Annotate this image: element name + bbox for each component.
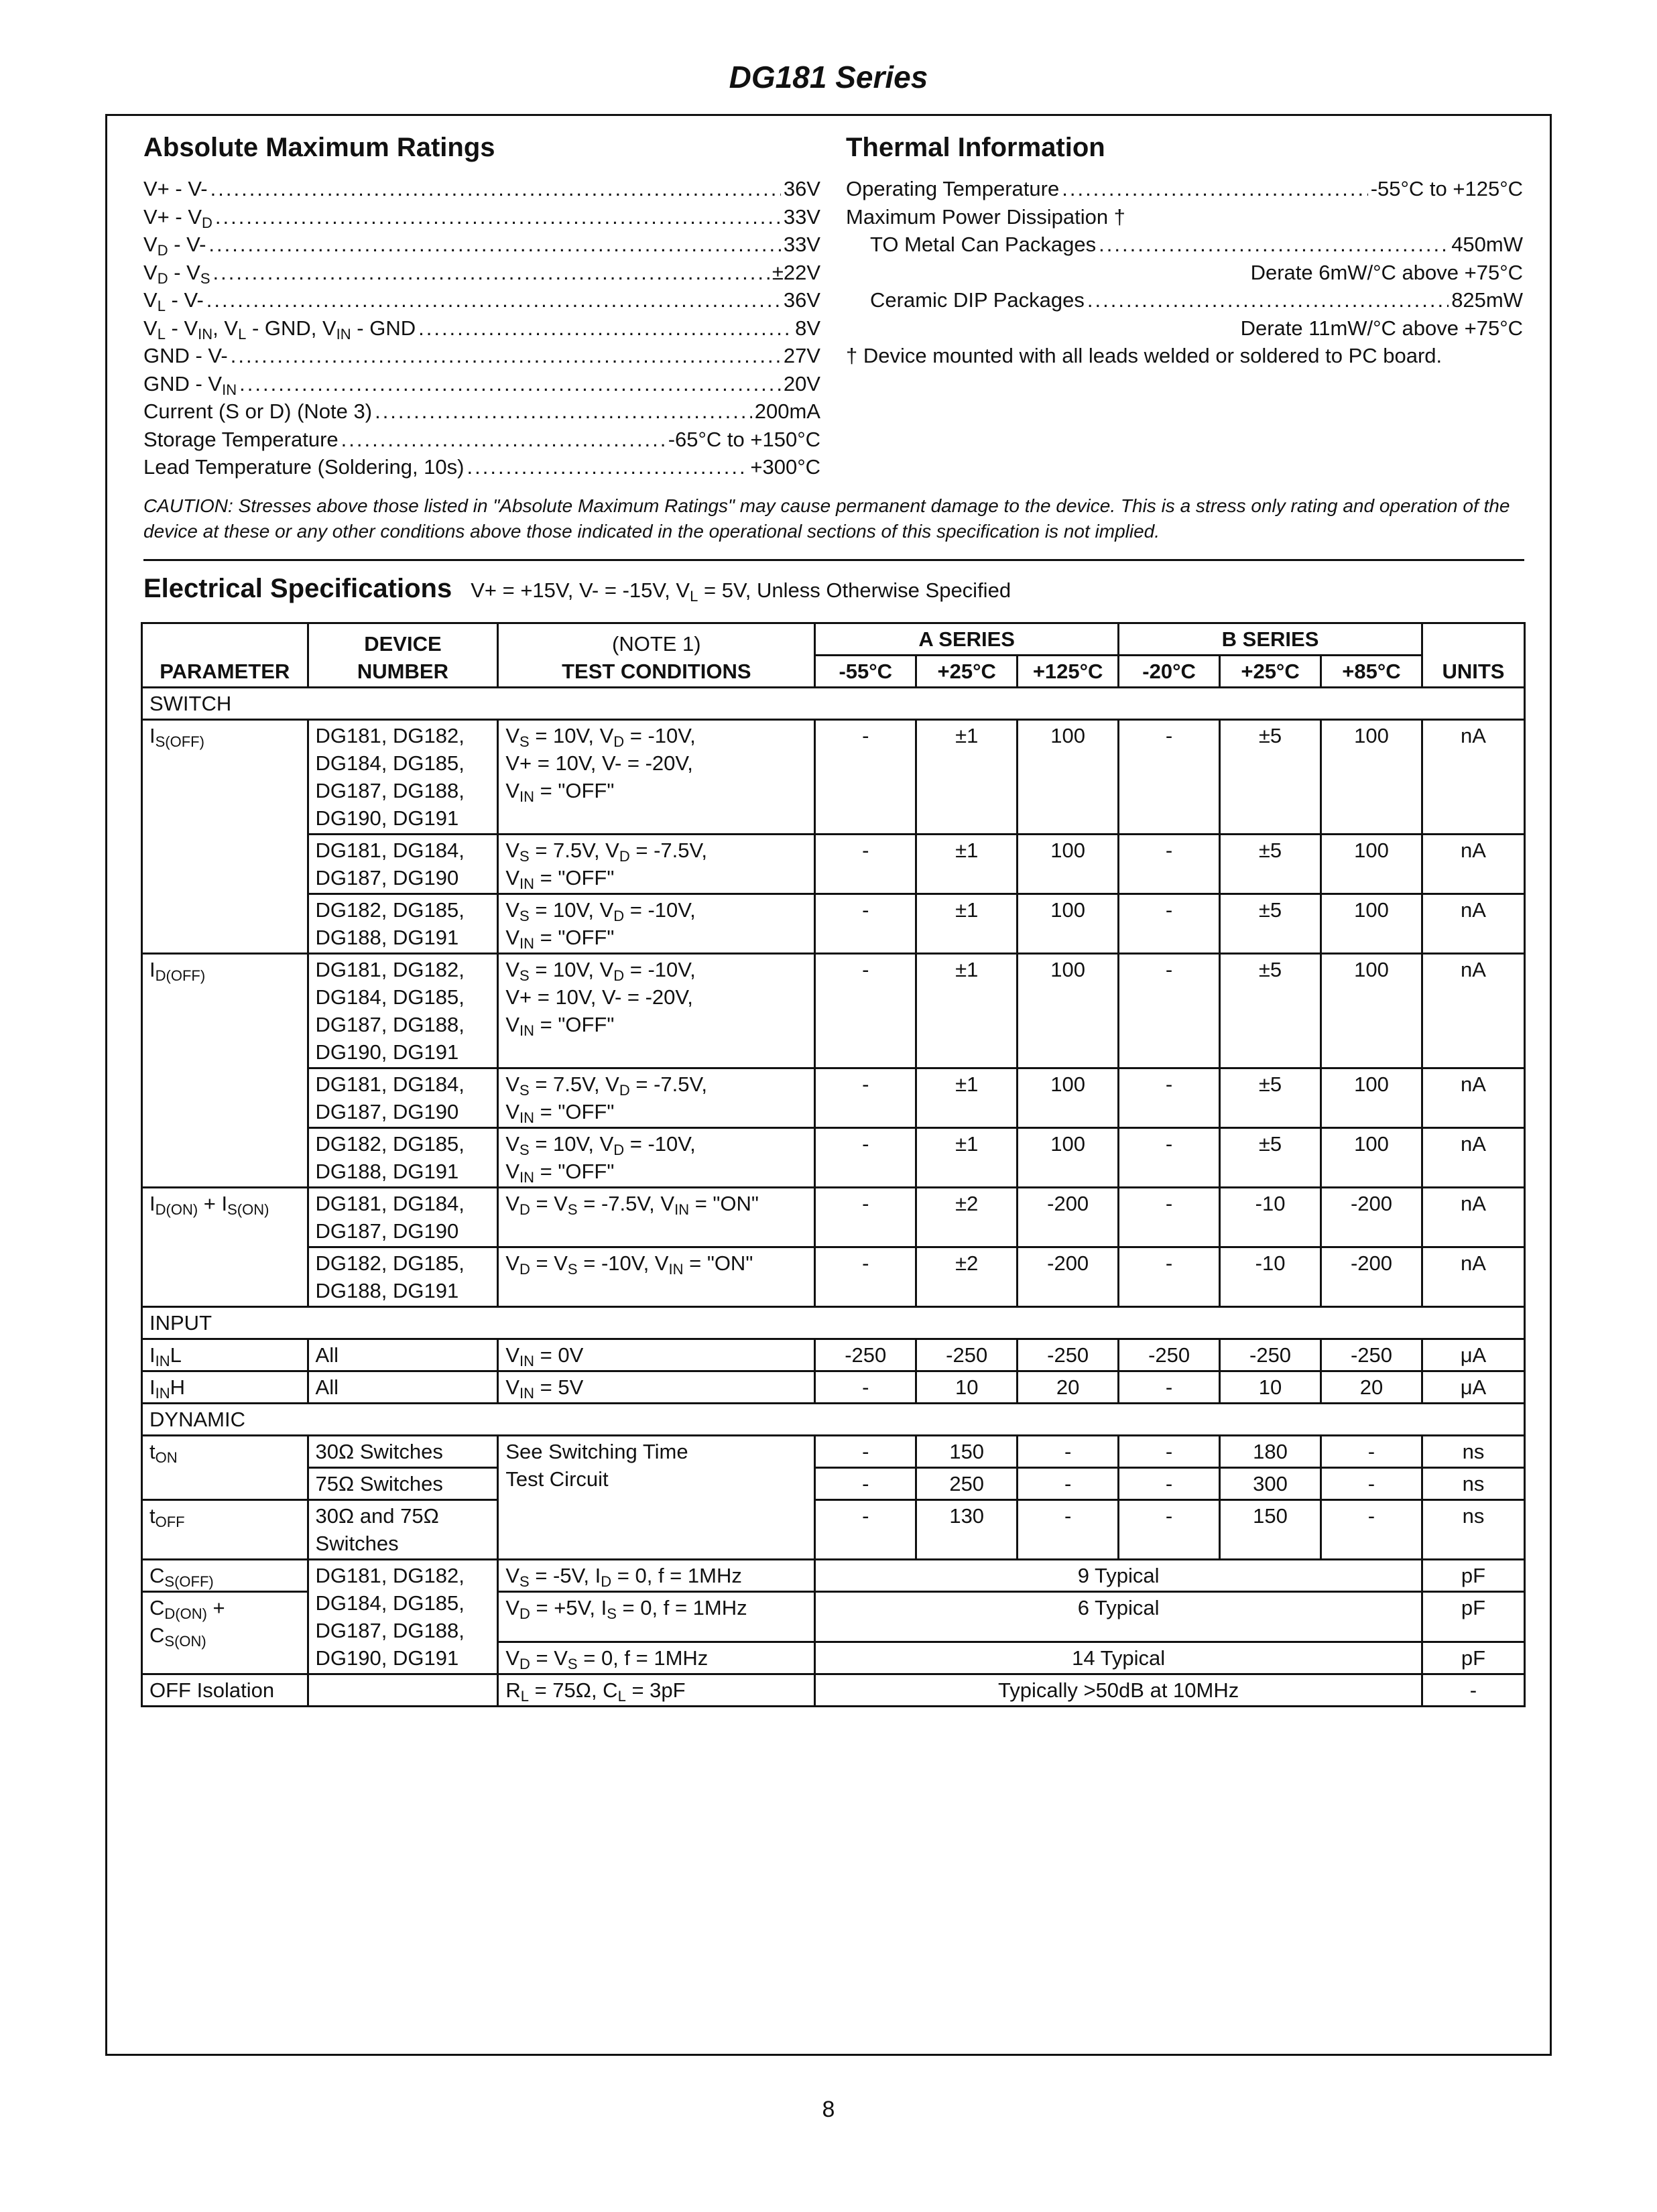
table-row [142,1468,1525,1500]
table-row [142,835,1525,894]
section-switch: SWITCH [142,688,1525,720]
device-cell: DG181, DG184, DG187, DG190 [308,1188,498,1247]
test-cell: $V_S = 10V$, $V_D = -10V$, V+ = 10V, V- = -20V, $V_{IN}$ = "OFF" [498,954,815,1068]
rating-label: $V_L - V-$ [143,288,204,314]
b85-cell: 100 [1321,1128,1422,1188]
absolute-max-list [143,175,820,481]
table-row [142,1128,1525,1188]
ceramic-package-label: Ceramic DIP Packages [870,288,1085,312]
b20-cell: - [1119,1188,1220,1247]
absolute-max-title: Absolute Maximum Ratings [143,133,495,162]
rating-row [143,370,820,398]
b25-cell: -10 [1220,1188,1321,1247]
b20-cell: - [1119,1371,1220,1404]
device-cell: DG181, DG182, DG184, DG185, DG187, DG188, DG190, DG191 [308,954,498,1068]
to-package-derate: Derate 6mW/°C above +75°C [1250,260,1523,284]
rating-label: $V_D - V-$ [143,233,206,259]
b85-cell: - [1321,1500,1422,1560]
typ-cell: 14 Typical [815,1642,1422,1674]
rating-row [143,286,820,314]
units-cell: nA [1422,954,1524,1068]
header-a-series: A SERIES [815,623,1119,656]
device-cell: 75Ω Switches [308,1468,498,1500]
thermal-information [846,133,1523,370]
test-cell: $V_{IN} = 5V$ [498,1371,815,1404]
header-b-series: B SERIES [1119,623,1422,656]
test-cell: $V_S = 10V$, $V_D = -10V$, V+ = 10V, V- = -20V, $V_{IN}$ = "OFF" [498,720,815,835]
device-cell: DG181, DG184, DG187, DG190 [308,1068,498,1128]
b85-cell: 100 [1321,894,1422,954]
rating-value: 33V [783,204,820,229]
a125-cell: 100 [1018,720,1119,835]
b20-cell: - [1119,954,1220,1068]
rating-label: Lead Temperature (Soldering, 10s) [143,455,465,479]
a25-cell: ±1 [916,954,1018,1068]
rating-row [143,259,820,287]
a125-cell: - [1018,1500,1119,1560]
series-title: DG181 Series [729,60,928,95]
units-cell: pF [1422,1592,1524,1642]
a55-cell: - [815,1128,916,1188]
device-cell: All [308,1371,498,1404]
header-b-temp: -20°C [1119,656,1220,688]
test-cell: $V_D = V_S = -10V$, $V_{IN}$ = "ON" [498,1247,815,1307]
a25-cell: 250 [916,1468,1018,1500]
a25-cell: ±2 [916,1188,1018,1247]
b20-cell: - [1119,1500,1220,1560]
test-cell: $V_S = 7.5V$, $V_D = -7.5V$, $V_{IN}$ = "OFF" [498,1068,815,1128]
rating-value: -65°C to +150°C [668,427,820,451]
units-cell: nA [1422,1068,1524,1128]
b85-cell: 100 [1321,1068,1422,1128]
b20-cell: -250 [1119,1339,1220,1371]
units-cell: nA [1422,835,1524,894]
units-cell: nA [1422,894,1524,954]
a25-cell: 150 [916,1436,1018,1468]
units-cell: ns [1422,1500,1524,1560]
b85-cell: - [1321,1436,1422,1468]
a55-cell: - [815,720,916,835]
ceramic-package-derate: Derate 11mW/°C above +75°C [1240,316,1523,340]
rating-value: 36V [783,177,820,200]
a25-cell: -250 [916,1339,1018,1371]
a25-cell: ±1 [916,1128,1018,1188]
device-cell: DG182, DG185, DG188, DG191 [308,894,498,954]
device-cell: All [308,1339,498,1371]
units-cell: pF [1422,1642,1524,1674]
operating-temp-label: Operating Temperature [846,177,1060,200]
b20-cell: - [1119,894,1220,954]
page-number: 8 [822,2097,835,2122]
a55-cell: - [815,894,916,954]
units-cell: pF [1422,1560,1524,1592]
rating-row [143,203,820,231]
test-cell: $V_S = 7.5V$, $V_D = -7.5V$, $V_{IN}$ = "OFF" [498,835,815,894]
absolute-max-ratings [143,133,820,481]
b20-cell: - [1119,835,1220,894]
to-package-row [846,231,1523,259]
rating-label: $V_D - V_S$ [143,260,210,287]
units-cell: nA [1422,1128,1524,1188]
table-row [142,1500,1525,1560]
b85-cell: 100 [1321,720,1422,835]
typ-cell: 9 Typical [815,1560,1422,1592]
param-cell: $I_{D(ON)} + I_{S(ON)}$ [142,1188,308,1307]
header-a-temp: +25°C [916,656,1018,688]
a125-cell: 100 [1018,894,1119,954]
units-cell: nA [1422,720,1524,835]
a55-cell: - [815,1188,916,1247]
param-cell: $C_{S(OFF)}$ [142,1560,308,1592]
test-cell: $V_D = V_S = -7.5V$, $V_{IN}$ = "ON" [498,1188,815,1247]
header-units: UNITS [1422,623,1524,688]
b85-cell: - [1321,1468,1422,1500]
header-a-temp: +125°C [1018,656,1119,688]
b20-cell: - [1119,1128,1220,1188]
units-cell: ns [1422,1468,1524,1500]
header-parameter: PARAMETER [142,623,308,688]
table-row [142,954,1525,1068]
test-cell: $V_S = 10V$, $V_D = -10V$, $V_{IN}$ = "OFF" [498,894,815,954]
b20-cell: - [1119,1468,1220,1500]
param-cell: $t_{OFF}$ [142,1500,308,1560]
rating-row [143,426,820,454]
electrical-spec-conditions: V+ = +15V, V- = -15V, $V_L = 5V$, Unless Otherwise Specified [471,578,1011,605]
table-row [142,1560,1525,1592]
a125-cell: 100 [1018,835,1119,894]
b25-cell: ±5 [1220,954,1321,1068]
a25-cell: ±2 [916,1247,1018,1307]
a125-cell: 100 [1018,1128,1119,1188]
b85-cell: -200 [1321,1188,1422,1247]
operating-temp-row [846,175,1523,203]
thermal-title: Thermal Information [846,133,1105,162]
b25-cell: ±5 [1220,835,1321,894]
rating-label: Storage Temperature [143,427,339,451]
device-cell: DG181, DG182, DG184, DG185, DG187, DG188, DG190, DG191 [308,720,498,835]
rating-value: 27V [783,344,820,367]
table-row [142,720,1525,835]
ceramic-package-row [846,286,1523,314]
device-cell: DG182, DG185, DG188, DG191 [308,1247,498,1307]
b25-cell: 180 [1220,1436,1321,1468]
units-cell: nA [1422,1247,1524,1307]
a25-cell: ±1 [916,1068,1018,1128]
units-cell: μA [1422,1339,1524,1371]
a125-cell: -200 [1018,1188,1119,1247]
a25-cell: 10 [916,1371,1018,1404]
b20-cell: - [1119,1068,1220,1128]
rating-value: 36V [783,288,820,312]
a125-cell: 100 [1018,954,1119,1068]
a55-cell: - [815,1068,916,1128]
rating-label: $V_L - V_{IN}$, $V_L$ - GND, $V_{IN}$ - GND [143,316,416,343]
rating-label: $V+ - V_D$ [143,204,212,231]
b85-cell: -200 [1321,1247,1422,1307]
param-cell: $C_{D(ON)}$ + $C_{S(ON)}$ [142,1592,308,1674]
table-row [142,1188,1525,1247]
rating-row [143,397,820,426]
rating-row [143,175,820,203]
rating-row [143,314,820,343]
a125-cell: 20 [1018,1371,1119,1404]
a125-cell: - [1018,1436,1119,1468]
b25-cell: ±5 [1220,1128,1321,1188]
a25-cell: ±1 [916,835,1018,894]
a125-cell: -250 [1018,1339,1119,1371]
device-cell: 30Ω and 75Ω Switches [308,1500,498,1560]
b20-cell: - [1119,1247,1220,1307]
param-cell: $I_{D(OFF)}$ [142,954,308,1188]
rating-value: 8V [795,316,820,340]
a125-cell: 100 [1018,1068,1119,1128]
rating-label: V+ - V- [143,177,208,200]
device-cell: DG182, DG185, DG188, DG191 [308,1128,498,1188]
a125-cell: - [1018,1468,1119,1500]
table-row [142,1339,1525,1371]
electrical-spec-heading [143,574,1011,604]
a55-cell: - [815,1436,916,1468]
typ-cell: Typically >50dB at 10MHz [815,1674,1422,1707]
electrical-spec-title: Electrical Specifications [143,574,452,603]
header-a-temp: -55°C [815,656,916,688]
b25-cell: ±5 [1220,1068,1321,1128]
test-cell: See Switching Time Test Circuit [498,1436,815,1560]
typ-cell: 6 Typical [815,1592,1422,1642]
b25-cell: 10 [1220,1371,1321,1404]
test-cell: $V_S = -5V$, $I_D = 0$, f = 1MHz [498,1560,815,1592]
param-cell: $I_{IN}L$ [142,1339,308,1371]
caution-note: CAUTION: Stresses above those listed in "Absolute Maximum Ratings" may cause permanent damage to the device. This is a stress only rating and operation of the device at these or any other conditions above those indicated in the operational sections of this specification is not implied. [143,495,1510,542]
b85-cell: 100 [1321,835,1422,894]
rating-value: 200mA [754,400,820,423]
operating-temp-value: -55°C to +125°C [1370,177,1523,200]
b85-cell: -250 [1321,1339,1422,1371]
table-row [142,1068,1525,1128]
test-cell: $V_{IN} = 0V$ [498,1339,815,1371]
b20-cell: - [1119,720,1220,835]
section-input: INPUT [142,1307,1525,1339]
thermal-footnote: † Device mounted with all leads welded or soldered to PC board. [846,344,1443,367]
device-cell: DG181, DG184, DG187, DG190 [308,835,498,894]
section-divider [143,559,1524,561]
a125-cell: -200 [1018,1247,1119,1307]
table-row [142,1371,1525,1404]
max-power-label: Maximum Power Dissipation † [846,204,1125,229]
b85-cell: 100 [1321,954,1422,1068]
b25-cell: ±5 [1220,894,1321,954]
rating-value: 33V [783,233,820,256]
header-test-conditions: (NOTE 1) TEST CONDITIONS [498,623,815,688]
a25-cell: ±1 [916,894,1018,954]
header-b-temp: +25°C [1220,656,1321,688]
device-cell: 30Ω Switches [308,1436,498,1468]
rating-row [143,231,820,259]
rating-label: GND - V- [143,344,228,367]
a55-cell: - [815,1371,916,1404]
test-cell: $V_D = V_S = 0$, f = 1MHz [498,1642,815,1674]
header-device-number: DEVICE NUMBER [308,623,498,688]
a55-cell: - [815,954,916,1068]
b25-cell: 150 [1220,1500,1321,1560]
b25-cell: ±5 [1220,720,1321,835]
test-cell: $V_D = +5V$, $I_S = 0$, f = 1MHz [498,1592,815,1642]
b25-cell: -10 [1220,1247,1321,1307]
a55-cell: - [815,1468,916,1500]
b25-cell: 300 [1220,1468,1321,1500]
test-cell: $R_L = 75\Omega$, $C_L = 3pF$ [498,1674,815,1707]
a55-cell: - [815,1247,916,1307]
a25-cell: ±1 [916,720,1018,835]
rating-label: Current (S or D) (Note 3) [143,400,373,423]
b25-cell: -250 [1220,1339,1321,1371]
electrical-spec-table [141,622,1526,1707]
param-cell: OFF Isolation [142,1674,308,1707]
a55-cell: - [815,835,916,894]
a25-cell: 130 [916,1500,1018,1560]
table-row [142,1674,1525,1707]
table-row [142,894,1525,954]
ceramic-package-value: 825mW [1451,288,1523,312]
param-cell: $I_{S(OFF)}$ [142,720,308,954]
table-row [142,1436,1525,1468]
rating-value: 20V [783,371,820,395]
header-b-temp: +85°C [1321,656,1422,688]
to-package-value: 450mW [1451,233,1523,256]
rating-row [143,453,820,481]
test-cell: $V_S = 10V$, $V_D = -10V$, $V_{IN}$ = "OFF" [498,1128,815,1188]
units-cell: ns [1422,1436,1524,1468]
a55-cell: -250 [815,1339,916,1371]
param-cell: $I_{IN}H$ [142,1371,308,1404]
rating-row [143,342,820,370]
units-cell: - [1422,1674,1524,1707]
rating-value: ±22V [772,260,820,284]
device-cell: DG181, DG182, DG184, DG185, DG187, DG188, DG190, DG191 [308,1560,498,1674]
units-cell: nA [1422,1188,1524,1247]
table-row [142,1247,1525,1307]
to-package-label: TO Metal Can Packages [870,233,1097,256]
b20-cell: - [1119,1436,1220,1468]
b85-cell: 20 [1321,1371,1422,1404]
section-dynamic: DYNAMIC [142,1404,1525,1436]
rating-value: +300°C [750,455,820,479]
units-cell: μA [1422,1371,1524,1404]
a55-cell: - [815,1500,916,1560]
rating-label: GND - $V_{IN}$ [143,371,237,398]
param-cell: $t_{ON}$ [142,1436,308,1500]
